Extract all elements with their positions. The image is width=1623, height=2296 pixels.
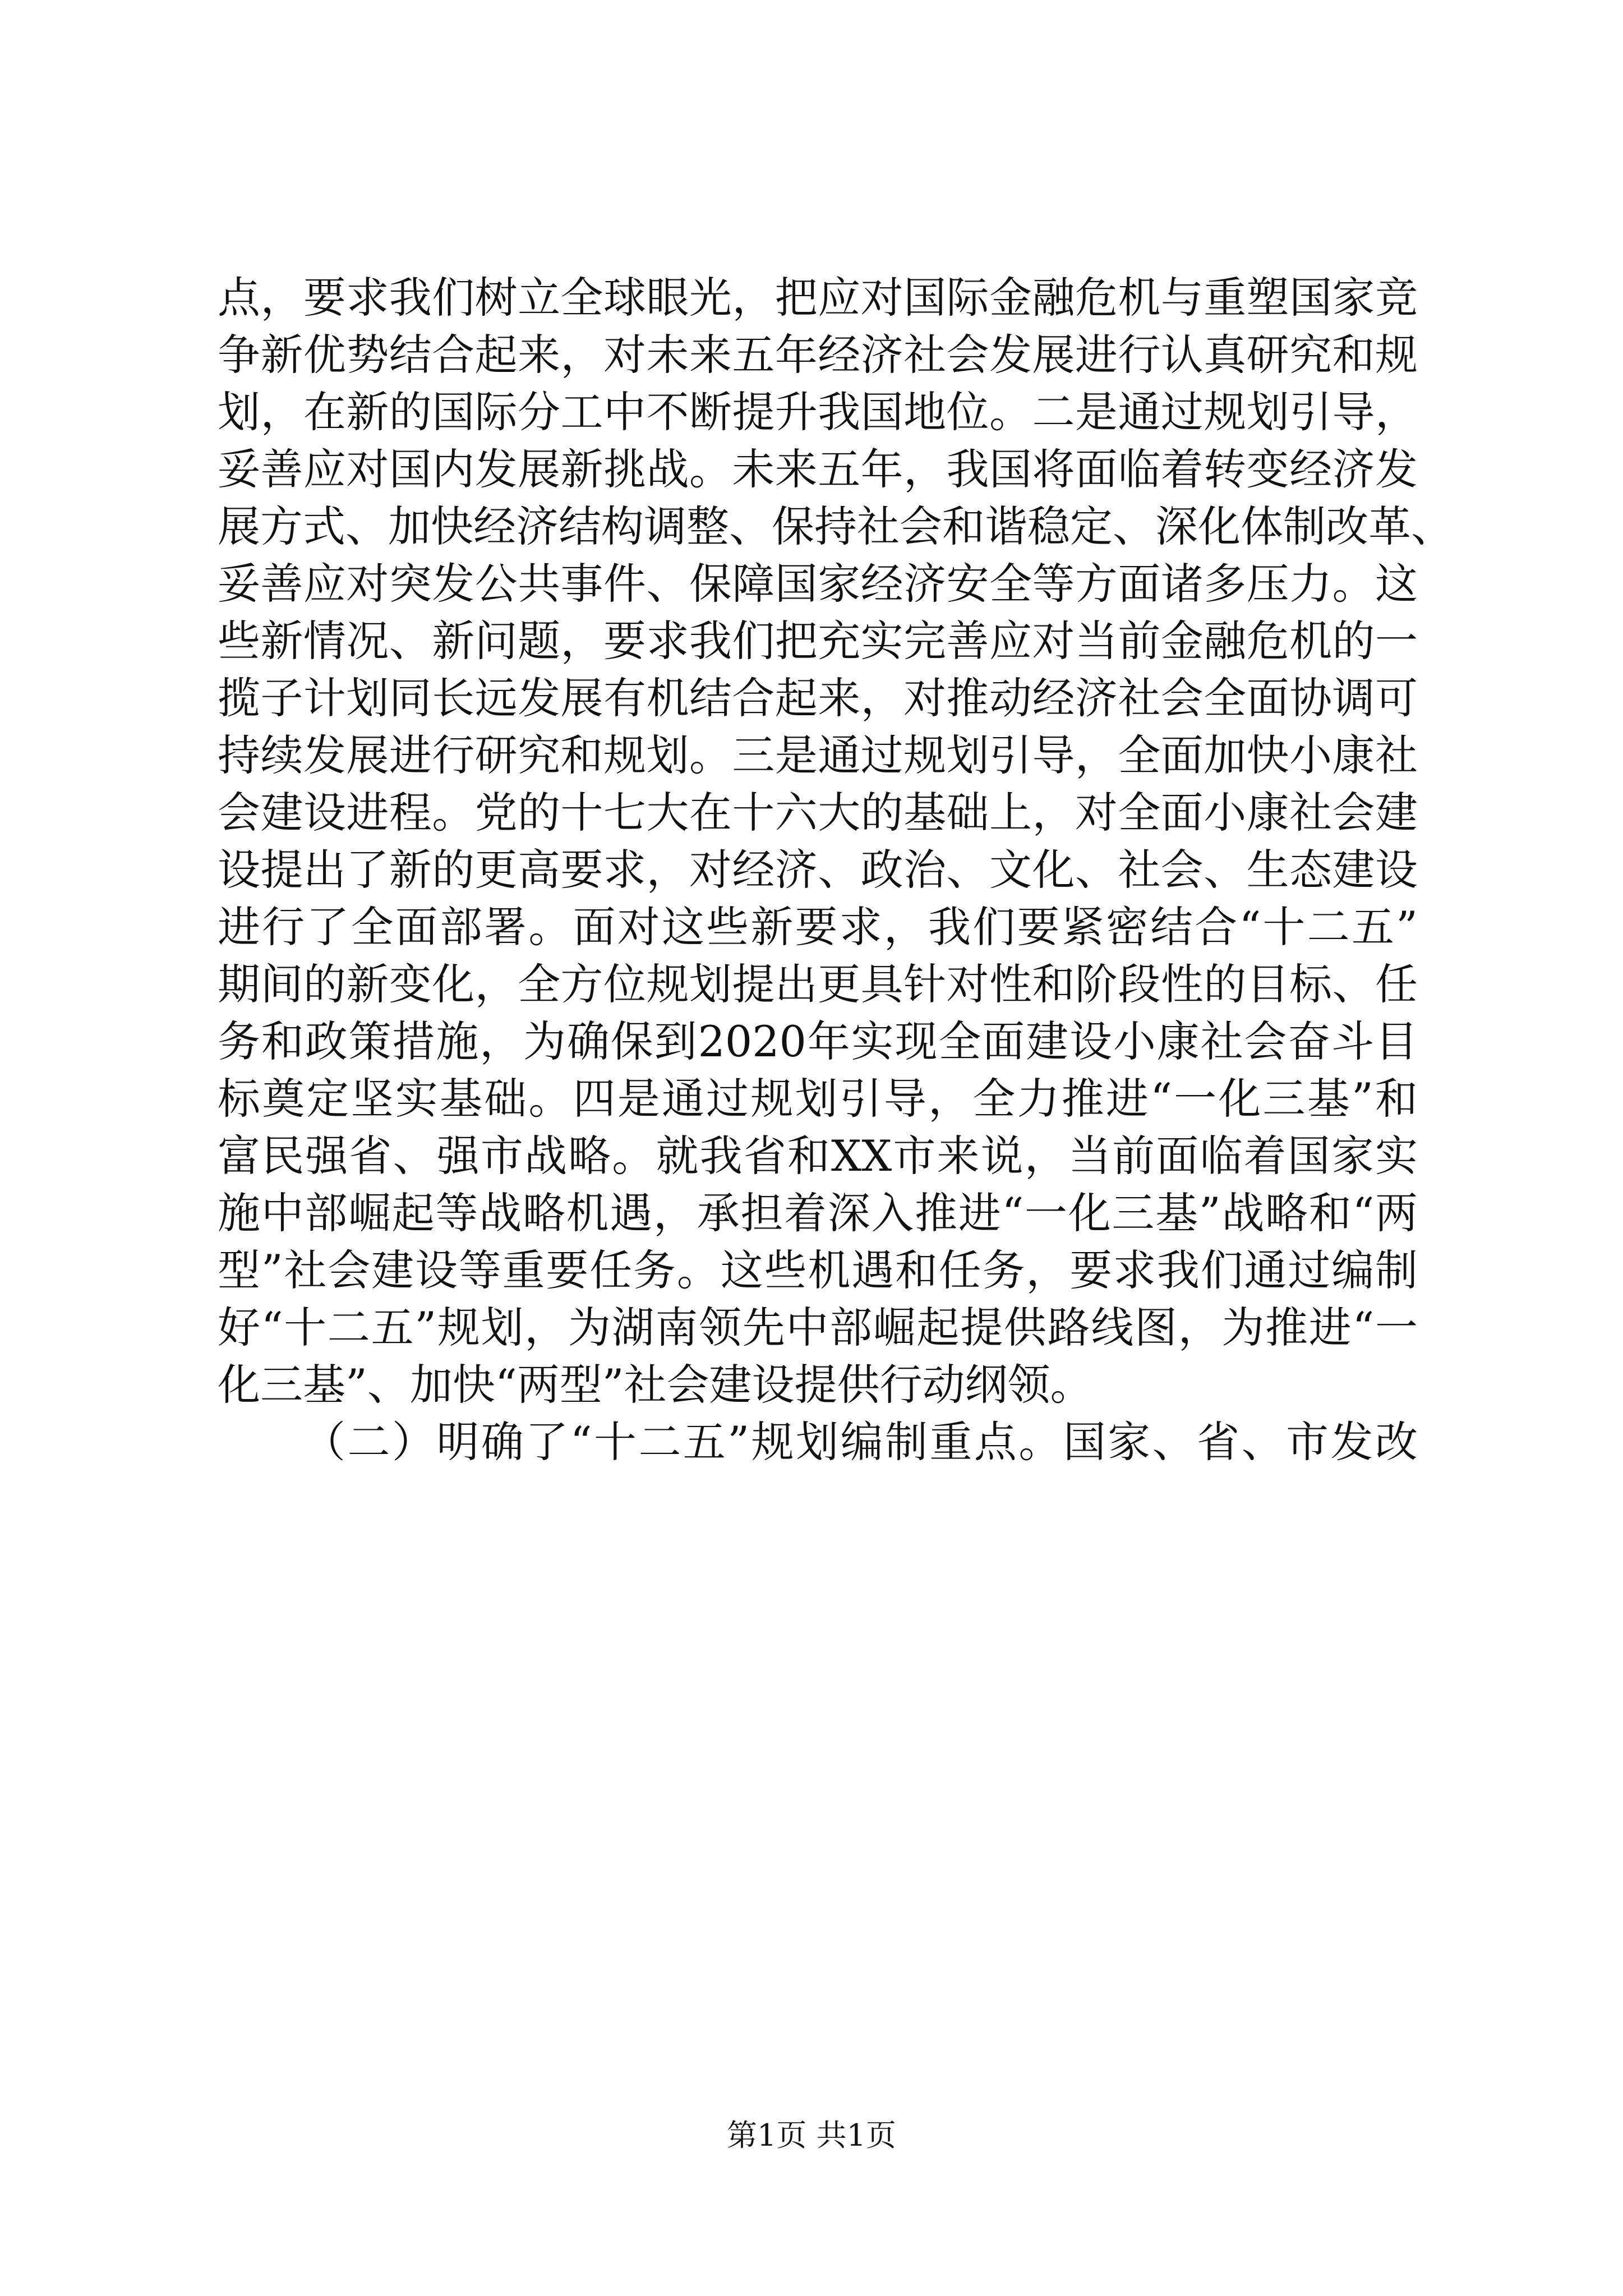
text-line: 标奠定坚实基础。四是通过规划引导，全力推进“一化三基”和	[218, 1074, 1418, 1124]
text-line: 展方式、加快经济结构调整、保持社会和谐稳定、深化体制改革、	[218, 501, 1454, 551]
text-line: 妥善应对突发公共事件、保障国家经济安全等方面诸多压力。这	[218, 559, 1418, 609]
text-line: 会建设进程。党的十七大在十六大的基础上，对全面小康社会建	[218, 788, 1418, 838]
text-line: 施中部崛起等战略机遇，承担着深入推进“一化三基”战略和“两	[218, 1188, 1418, 1238]
page-footer	[0, 2111, 1623, 2155]
text-line: 持续发展进行研究和规划。三是通过规划引导，全面加快小康社	[218, 730, 1418, 780]
text-line: 些新情况、新问题，要求我们把充实完善应对当前金融危机的一	[218, 616, 1418, 666]
paragraph-end-line: 化三基”、加快“两型”社会建设提供行动纲领。	[218, 1360, 1093, 1410]
text-line: 务和政策措施，为确保到2020年实现全面建设小康社会奋斗目	[218, 1016, 1418, 1066]
text-line: 点，要求我们树立全球眼光，把应对国际金融危机与重塑国家竞	[218, 273, 1418, 323]
text-line: 型”社会建设等重要任务。这些机遇和任务，要求我们通过编制	[218, 1245, 1418, 1295]
text-line: 设提出了新的更高要求，对经济、政治、文化、社会、生态建设	[218, 845, 1418, 895]
text-line: 划，在新的国际分工中不断提升我国地位。二是通过规划引导，	[218, 387, 1418, 437]
text-line: 期间的新变化，全方位规划提出更具针对性和阶段性的目标、任	[218, 959, 1418, 1009]
text-line: 妥善应对国内发展新挑战。未来五年，我国将面临着转变经济发	[218, 444, 1418, 494]
page-number: 第1页 共1页	[727, 2118, 896, 2153]
text-line: 富民强省、强市战略。就我省和XX市来说，当前面临着国家实	[218, 1131, 1418, 1181]
text-line: 好“十二五”规划，为湖南领先中部崛起提供路线图，为推进“一	[218, 1303, 1418, 1352]
section-heading-line: （二）明确了“十二五”规划编制重点。国家、省、市发改	[303, 1417, 1418, 1467]
document-body	[218, 269, 1454, 1471]
text-line: 争新优势结合起来，对未来五年经济社会发展进行认真研究和规	[218, 330, 1418, 380]
text-line: 揽子计划同长远发展有机结合起来，对推动经济社会全面协调可	[218, 673, 1418, 723]
text-line: 进行了全面部署。面对这些新要求，我们要紧密结合“十二五”	[218, 902, 1418, 952]
